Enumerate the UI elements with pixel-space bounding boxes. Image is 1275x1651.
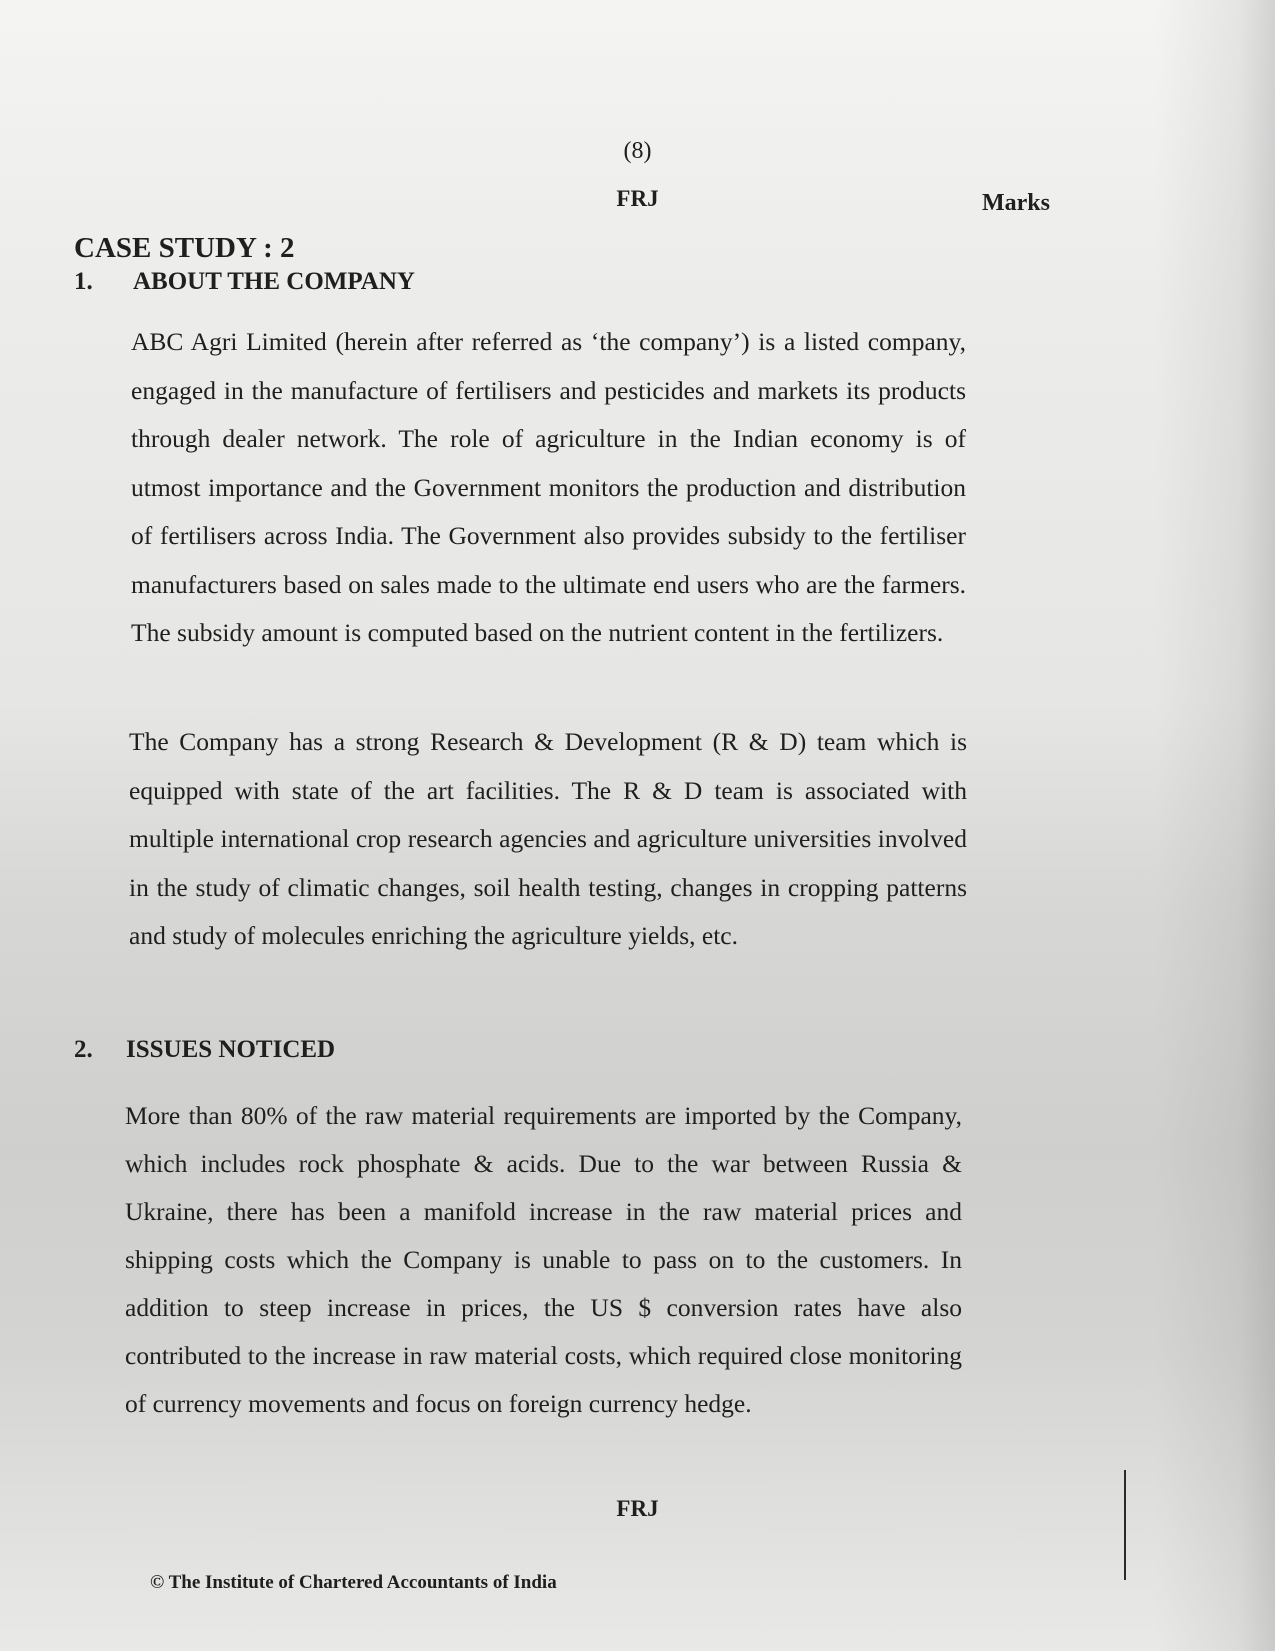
page-edge-shadow [1155,0,1275,1651]
case-study-title: CASE STUDY : 2 [74,232,295,264]
section-heading: ABOUT THE COMPANY [133,268,415,295]
marks-column-label: Marks [982,190,1050,216]
paragraph: More than 80% of the raw material requirements are imported by the Company, which includes rock phosphate & acids. Due to the war between Russia & Ukraine, there has been a manifold increase in the raw material prices and shipping costs which the Company is unable to pass on to the customers. In addition to steep increase in prices, the US $ conversion rates have also contributed to the increase in raw material costs, which required close monitoring of currency movements and focus on foreign currency hedge. [125,1101,962,1418]
paper-code-footer: FRJ [616,1496,659,1521]
paragraph: ABC Agri Limited (herein after referred as ‘the company’) is a listed company, engaged in the manufacture of fertilisers and pesticides and markets its products through dealer network. The role of agriculture in the Indian economy is of utmost importance and the Government monitors the production and distribution of fertilisers across India. The Government also provides subsidy to the fertiliser manufacturers based on sales made to the ultimate end users who are the farmers. The subsidy amount is computed based on the nutrient content in the fertilizers. [131,327,966,647]
paper-code-header: FRJ [616,186,659,211]
copyright-notice: © The Institute of Chartered Accountants of India [150,1572,557,1593]
section-number: 2. [74,1036,93,1063]
scan-artifact-line [1124,1470,1126,1580]
paragraph: The Company has a strong Research & Development (R & D) team which is equipped with state of the art facilities. The R & D team is associated with multiple international crop research agencies and agriculture universities involved in the study of climatic changes, soil health testing, changes in cropping patterns and study of molecules enriching the agriculture yields, etc. [129,727,967,950]
page-number: (8) [623,138,652,164]
section-heading: ISSUES NOTICED [126,1036,336,1063]
section-number: 1. [74,268,93,295]
